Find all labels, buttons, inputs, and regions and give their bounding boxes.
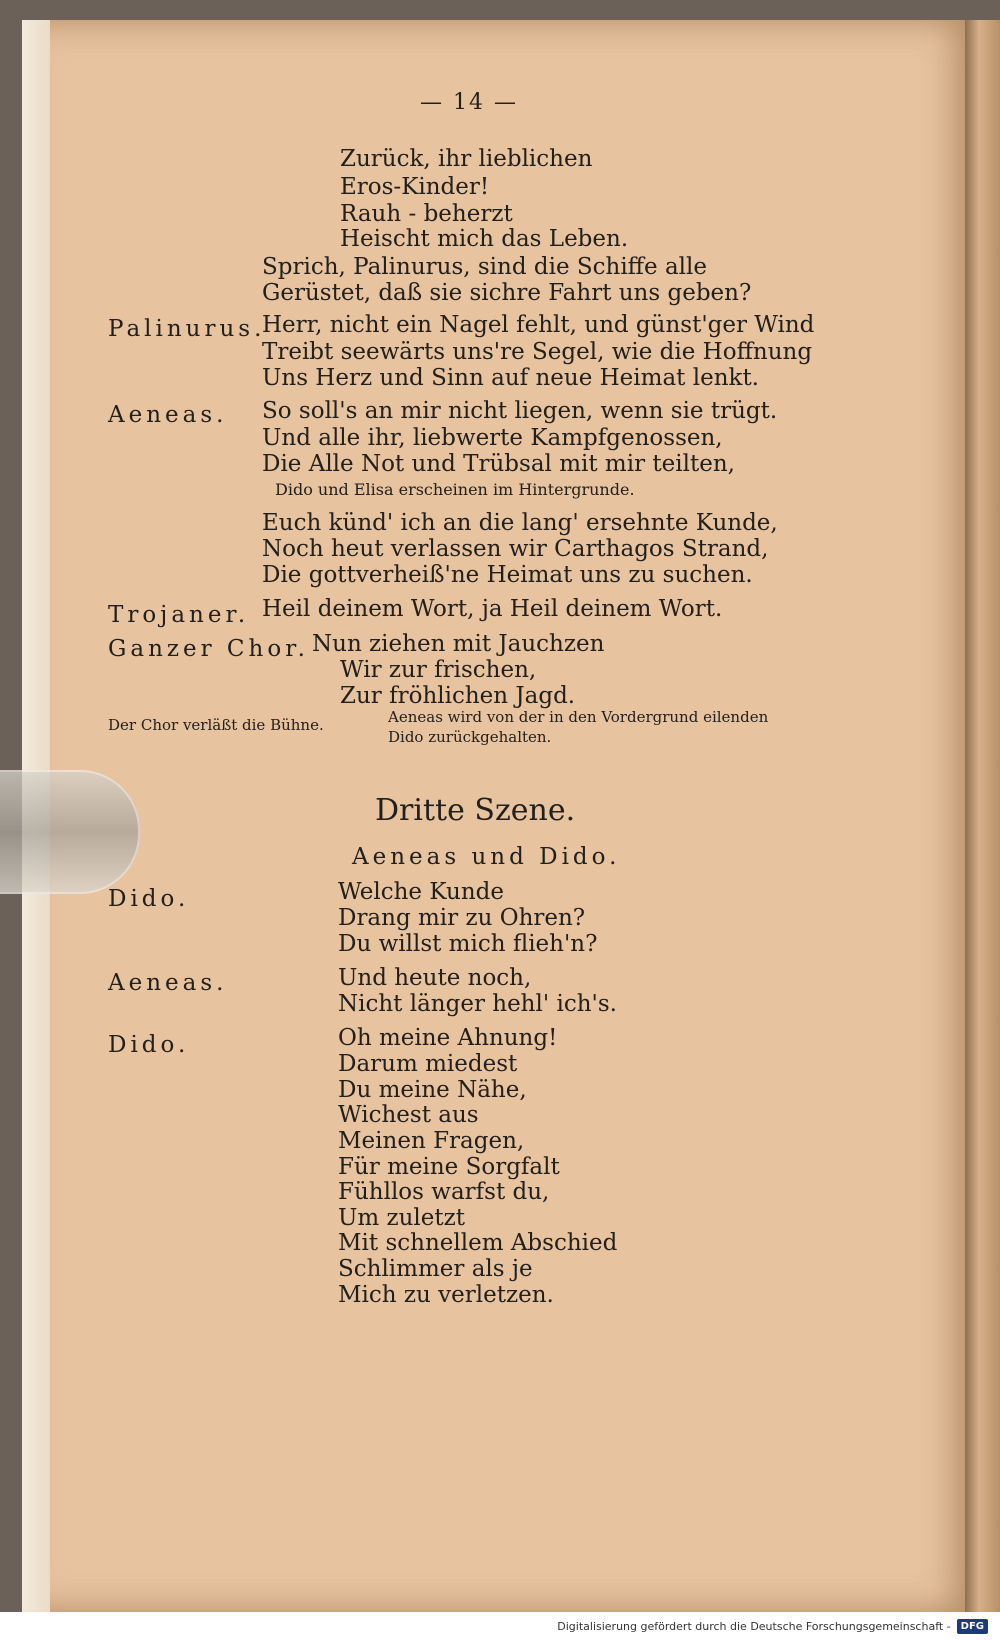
verse-line: Gerüstet, daß sie sichre Fahrt uns geben?: [262, 280, 752, 306]
verse-line: Nun ziehen mit Jauchzen: [312, 631, 605, 657]
verse-line: Euch künd' ich an die lang' ersehnte Kunde,: [262, 510, 778, 536]
verse-line: Welche Kunde: [338, 879, 504, 905]
verse-line: Oh meine Ahnung!: [338, 1025, 558, 1051]
verse-line: Nicht länger hehl' ich's.: [338, 991, 617, 1017]
verse-line: Treibt seewärts uns're Segel, wie die Hoffnung: [262, 339, 813, 365]
verse-line: Noch heut verlassen wir Carthagos Strand,: [262, 536, 769, 562]
verse-line: Heil deinem Wort, ja Heil deinem Wort.: [262, 596, 723, 622]
footer-text: Digitalisierung gefördert durch die Deutsche Forschungsgemeinschaft -: [557, 1619, 951, 1633]
verse-line: Du meine Nähe,: [338, 1077, 527, 1103]
stage-direction: Dido zurückgehalten.: [388, 728, 552, 746]
verse-line: Darum miedest: [338, 1051, 518, 1077]
speaker-name: Dido.: [108, 886, 190, 912]
verse-line: Fühllos warfst du,: [338, 1179, 550, 1205]
verse-line: Für meine Sorgfalt: [338, 1154, 560, 1180]
verse-line: Und alle ihr, liebwerte Kampfgenossen,: [262, 425, 723, 451]
speaker-name: Trojaner.: [108, 602, 250, 628]
verse-line: Schlimmer als je: [338, 1256, 533, 1282]
speaker-name: Ganzer Chor.: [108, 636, 309, 662]
verse-line: So soll's an mir nicht liegen, wenn sie trügt.: [262, 398, 778, 424]
speaker-name: Palinurus.: [108, 316, 266, 342]
verse-line: Mit schnellem Abschied: [338, 1230, 618, 1256]
verse-line: Die Alle Not und Trübsal mit mir teilten,: [262, 451, 735, 477]
verse-line: Mich zu verletzen.: [338, 1282, 554, 1308]
speaker-name: Aeneas.: [108, 970, 228, 996]
verse-line: Meinen Fragen,: [338, 1128, 525, 1154]
speaker-name: Dido.: [108, 1032, 190, 1058]
digitization-footer: [0, 1612, 1000, 1640]
verse-line: Die gottverheiß'ne Heimat uns zu suchen.: [262, 562, 753, 588]
scene-cast: Aeneas und Dido.: [352, 844, 621, 870]
dfg-logo: DFG: [957, 1619, 988, 1634]
verse-line: Eros-Kinder!: [340, 174, 490, 200]
verse-line: Zurück, ihr lieblichen: [340, 146, 593, 172]
page-number: — 14 —: [420, 90, 518, 115]
verse-line: Herr, nicht ein Nagel fehlt, und günst'ger Wind: [262, 312, 815, 338]
verse-line: Und heute noch,: [338, 965, 532, 991]
verse-line: Zur fröhlichen Jagd.: [340, 683, 576, 709]
scene-title: Dritte Szene.: [375, 793, 576, 828]
stage-direction: Dido und Elisa erscheinen im Hintergrunde.: [275, 480, 635, 499]
verse-line: Drang mir zu Ohren?: [338, 905, 586, 931]
verse-line: Uns Herz und Sinn auf neue Heimat lenkt.: [262, 365, 759, 391]
verse-line: Heischt mich das Leben.: [340, 226, 629, 252]
speaker-name: Aeneas.: [108, 402, 228, 428]
verse-line: Sprich, Palinurus, sind die Schiffe alle: [262, 254, 707, 280]
verse-line: Rauh - beherzt: [340, 201, 513, 227]
paper-clip: [0, 770, 140, 894]
verse-line: Wichest aus: [338, 1102, 479, 1128]
verse-line: Wir zur frischen,: [340, 657, 537, 683]
verse-line: Um zuletzt: [338, 1205, 466, 1231]
stage-direction: Der Chor verläßt die Bühne.: [108, 716, 324, 734]
verse-line: Du willst mich flieh'n?: [338, 931, 598, 957]
stage-direction: Aeneas wird von der in den Vordergrund eilenden: [388, 708, 769, 726]
next-page-edge: [965, 20, 1000, 1612]
